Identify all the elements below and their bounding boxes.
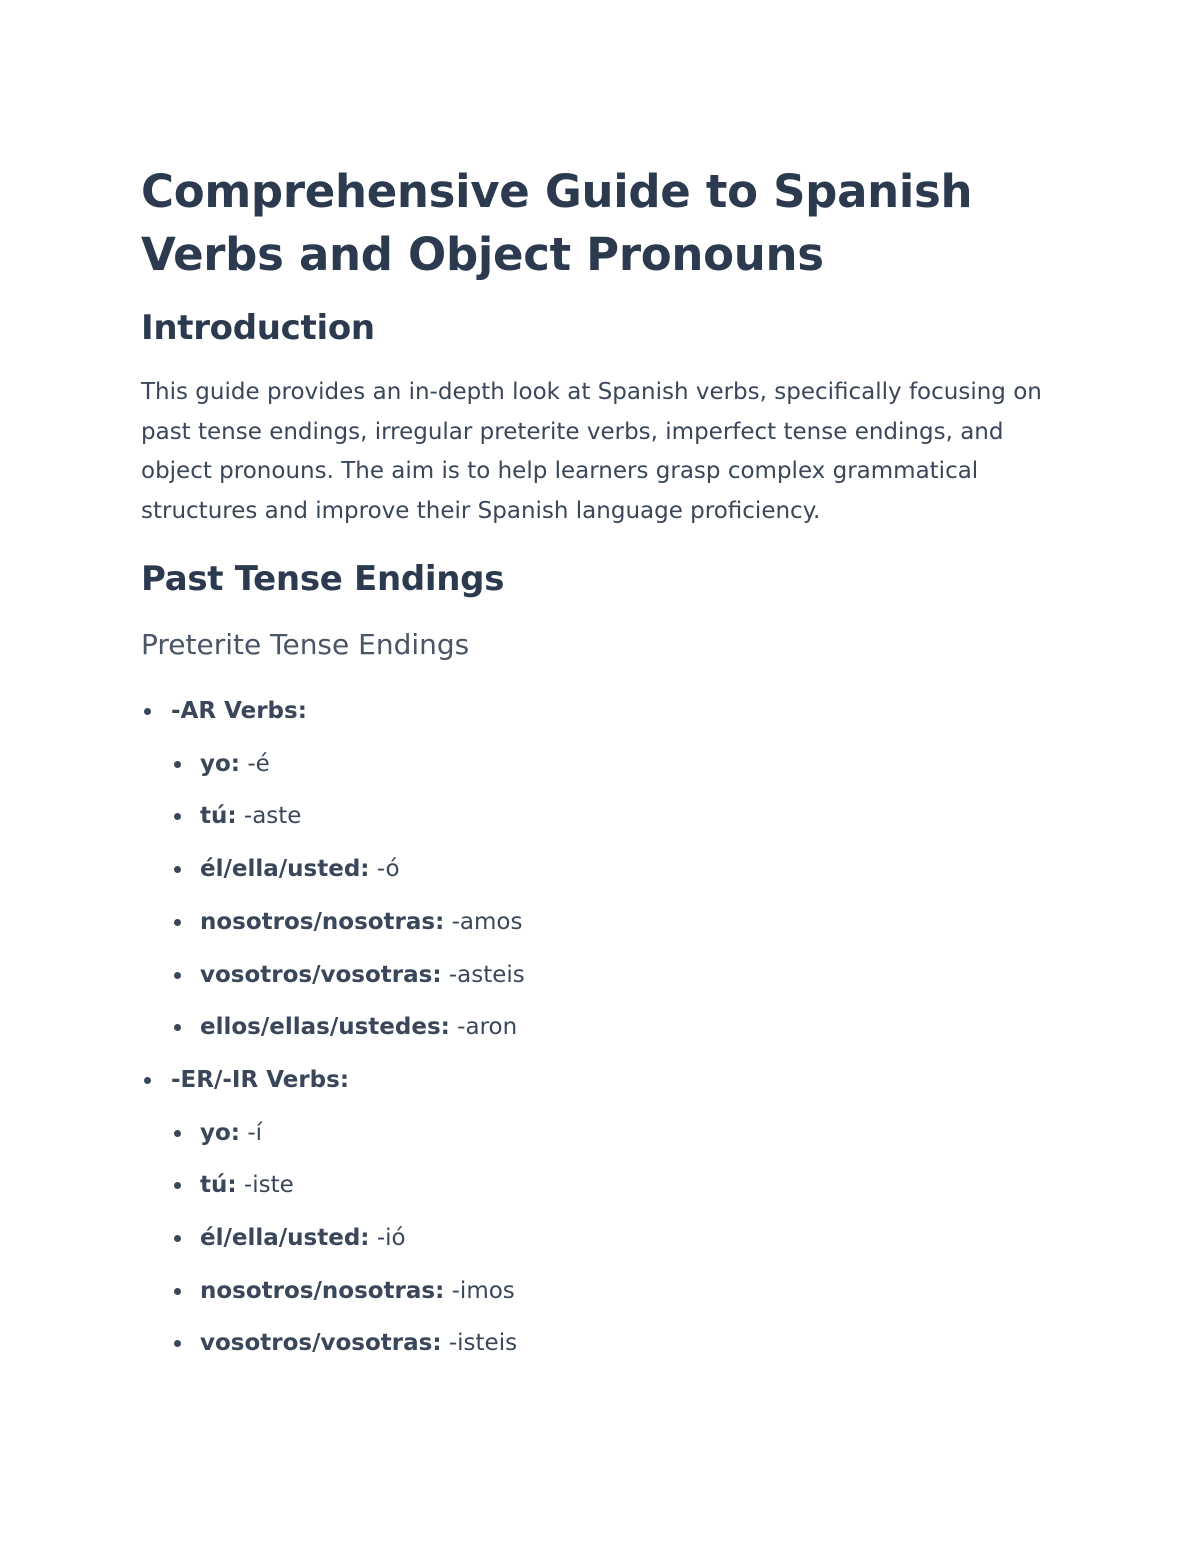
pronoun-label: tú: xyxy=(200,803,237,830)
bullet-icon xyxy=(174,1024,181,1031)
conjugation-item xyxy=(171,1212,1071,1265)
pronoun-label: él/ella/usted: xyxy=(200,1225,370,1252)
pronoun-label: nosotros/nosotras: xyxy=(200,908,445,935)
bullet-icon xyxy=(144,1077,151,1084)
bullet-icon xyxy=(174,972,181,979)
verb-ending: -ó xyxy=(376,856,400,883)
document-page xyxy=(141,160,1071,1370)
pronoun-label: yo: xyxy=(200,750,240,777)
pronoun-label: él/ella/usted: xyxy=(200,856,370,883)
pronoun-label: ellos/ellas/ustedes: xyxy=(200,1014,450,1041)
pronoun-label: nosotros/nosotras: xyxy=(200,1277,445,1304)
preterite-subheading: Preterite Tense Endings xyxy=(141,628,470,661)
preterite-endings-list xyxy=(141,685,1071,1370)
bullet-icon xyxy=(174,1288,181,1295)
page-title: Comprehensive Guide to Spanish Verbs and Object Pronouns xyxy=(141,165,973,281)
bullet-icon xyxy=(144,708,151,715)
bullet-icon xyxy=(174,919,181,926)
pronoun-label: vosotros/vosotras: xyxy=(200,961,442,988)
verb-ending: -aron xyxy=(457,1014,518,1041)
bullet-icon xyxy=(174,813,181,820)
pronoun-label: yo: xyxy=(200,1119,240,1146)
verb-ending: -iste xyxy=(243,1172,294,1199)
verb-ending: -isteis xyxy=(448,1330,518,1357)
bullet-icon xyxy=(174,1130,181,1137)
past-tense-heading: Past Tense Endings xyxy=(141,559,505,599)
verb-group-label: -AR Verbs: xyxy=(171,698,307,724)
verb-group-er-ir xyxy=(141,1054,1071,1370)
conjugation-item xyxy=(171,1107,1071,1160)
bullet-icon xyxy=(174,761,181,768)
bullet-icon xyxy=(174,1182,181,1189)
conjugation-item xyxy=(171,790,1071,843)
bullet-icon xyxy=(174,866,181,873)
verb-ending: -imos xyxy=(451,1277,515,1304)
verb-ending: -aste xyxy=(243,803,302,830)
conjugation-item xyxy=(171,1317,1071,1370)
bullet-icon xyxy=(174,1235,181,1242)
conjugation-item xyxy=(171,1159,1071,1212)
introduction-heading: Introduction xyxy=(141,308,375,348)
verb-group-ar xyxy=(141,685,1071,1054)
pronoun-label: vosotros/vosotras: xyxy=(200,1330,442,1357)
conjugation-list xyxy=(171,738,1071,1054)
verb-ending: -asteis xyxy=(448,961,525,988)
introduction-paragraph: This guide provides an in-depth look at Spanish verbs, specifically focusing on past tense endings, irregular preterite verbs, imperfect tense endings, and object pronouns. The aim is to help learners grasp complex grammatical structures and improve their Spanish language proficiency. xyxy=(141,379,1042,524)
conjugation-item xyxy=(171,1001,1071,1054)
pronoun-label: tú: xyxy=(200,1172,237,1199)
verb-ending: -amos xyxy=(451,908,523,935)
verb-group-label: -ER/-IR Verbs: xyxy=(171,1066,350,1093)
verb-ending: -í xyxy=(247,1119,263,1146)
conjugation-list xyxy=(171,1107,1071,1371)
conjugation-item xyxy=(171,1265,1071,1318)
conjugation-item xyxy=(171,738,1071,791)
verb-ending: -ió xyxy=(376,1225,406,1252)
conjugation-item xyxy=(171,949,1071,1002)
bullet-icon xyxy=(174,1340,181,1347)
conjugation-item xyxy=(171,896,1071,949)
verb-ending: -é xyxy=(247,750,270,777)
conjugation-item xyxy=(171,843,1071,896)
